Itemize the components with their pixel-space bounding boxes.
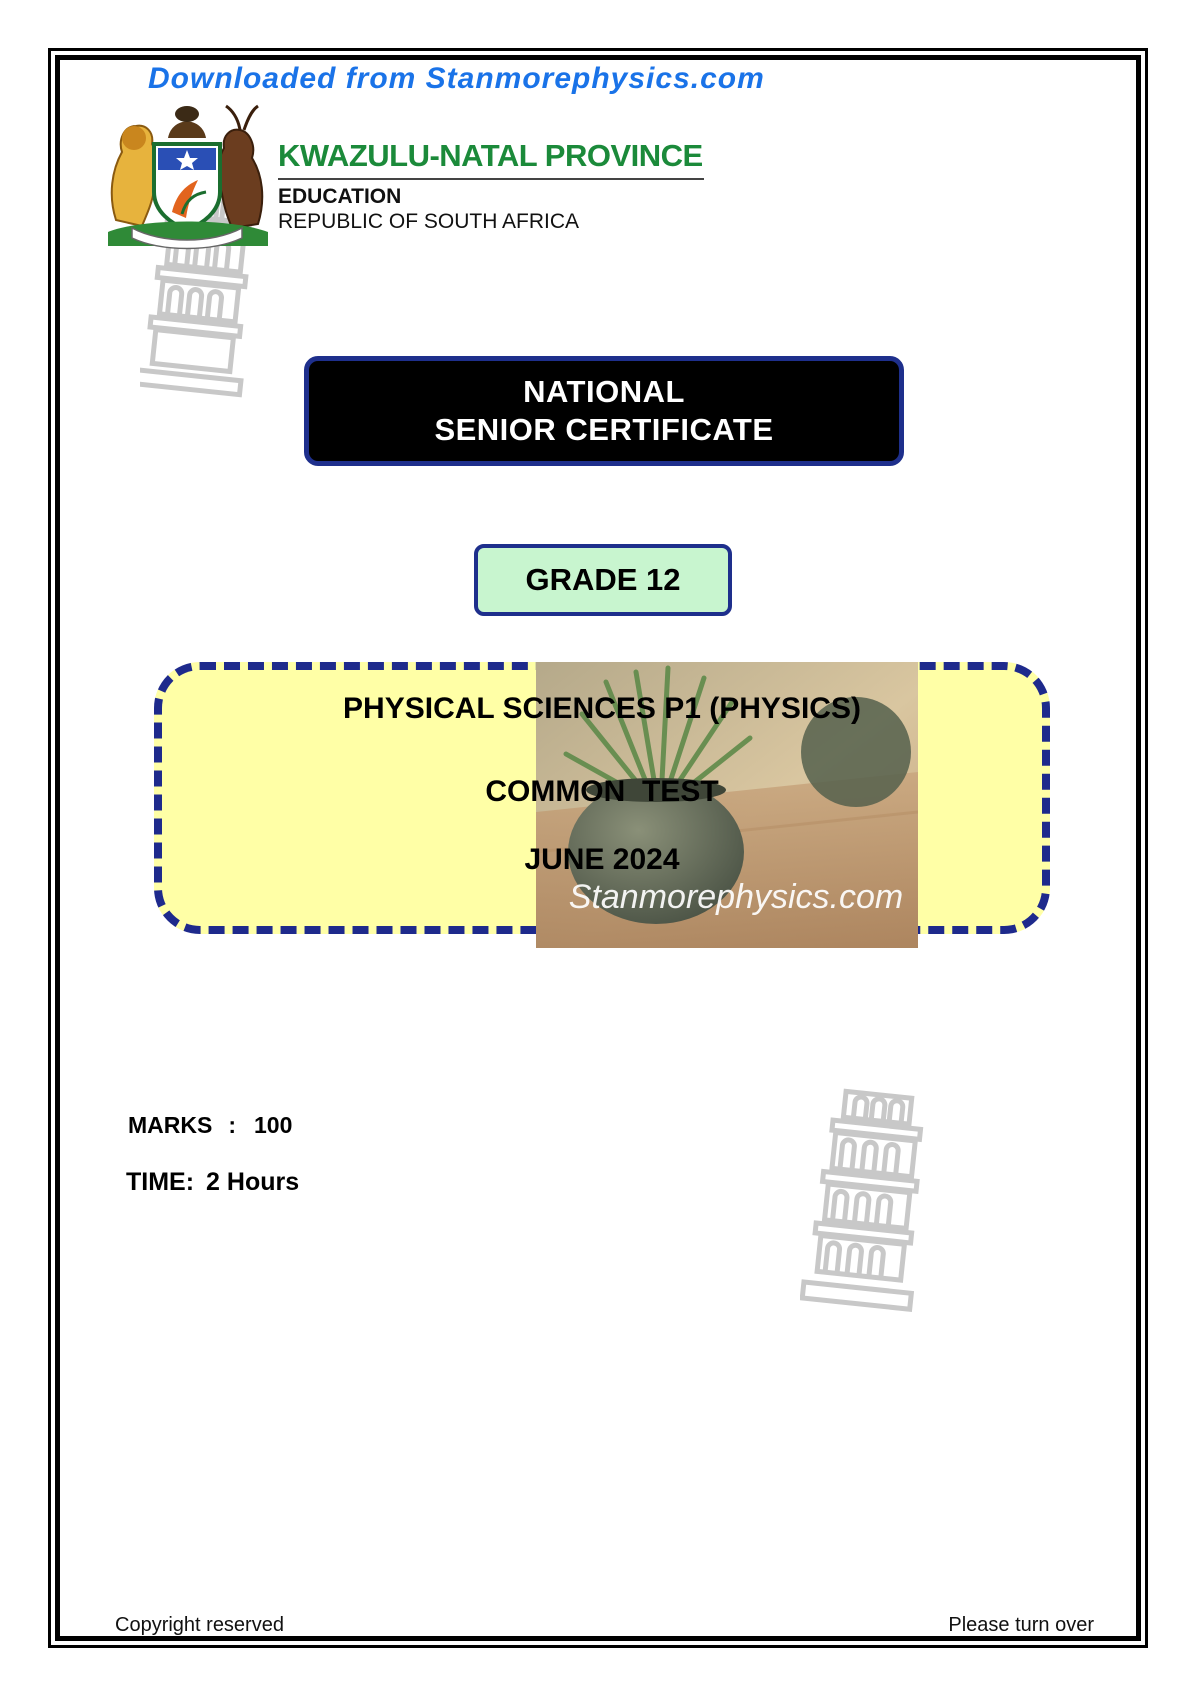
turn-over-notice: Please turn over [948, 1614, 1094, 1636]
time-value: 2 Hours [206, 1168, 300, 1196]
coat-of-arms-icon [102, 100, 272, 250]
exam-date: JUNE 2024 [524, 843, 680, 876]
country-name: REPUBLIC OF SOUTH AFRICA [278, 210, 580, 233]
grade-label: GRADE 12 [474, 544, 732, 616]
department-name: EDUCATION [278, 185, 402, 208]
leaning-tower-icon [800, 1088, 930, 1328]
certificate-title-line-1: NATIONAL [523, 374, 685, 409]
time-label: TIME: [126, 1168, 195, 1196]
stanmore-watermark-text: Stanmorephysics.com [568, 878, 904, 916]
marks-label: MARKS [128, 1112, 213, 1138]
time-line [126, 1168, 299, 1197]
download-source-banner: Downloaded from Stanmorephysics.com [148, 62, 765, 95]
certificate-title-box [304, 356, 904, 466]
copyright-notice: Copyright reserved [115, 1614, 284, 1636]
province-divider [278, 178, 704, 180]
marks-line [128, 1112, 292, 1139]
subject-title: PHYSICAL SCIENCES P1 (PHYSICS) [343, 692, 861, 725]
marks-separator: : [228, 1112, 237, 1138]
paper-name: COMMON TEST [485, 775, 719, 808]
certificate-title-line-2: SENIOR CERTIFICATE [434, 412, 774, 447]
marks-value: 100 [254, 1112, 293, 1138]
province-name: KWAZULU-NATAL PROVINCE [278, 138, 703, 173]
